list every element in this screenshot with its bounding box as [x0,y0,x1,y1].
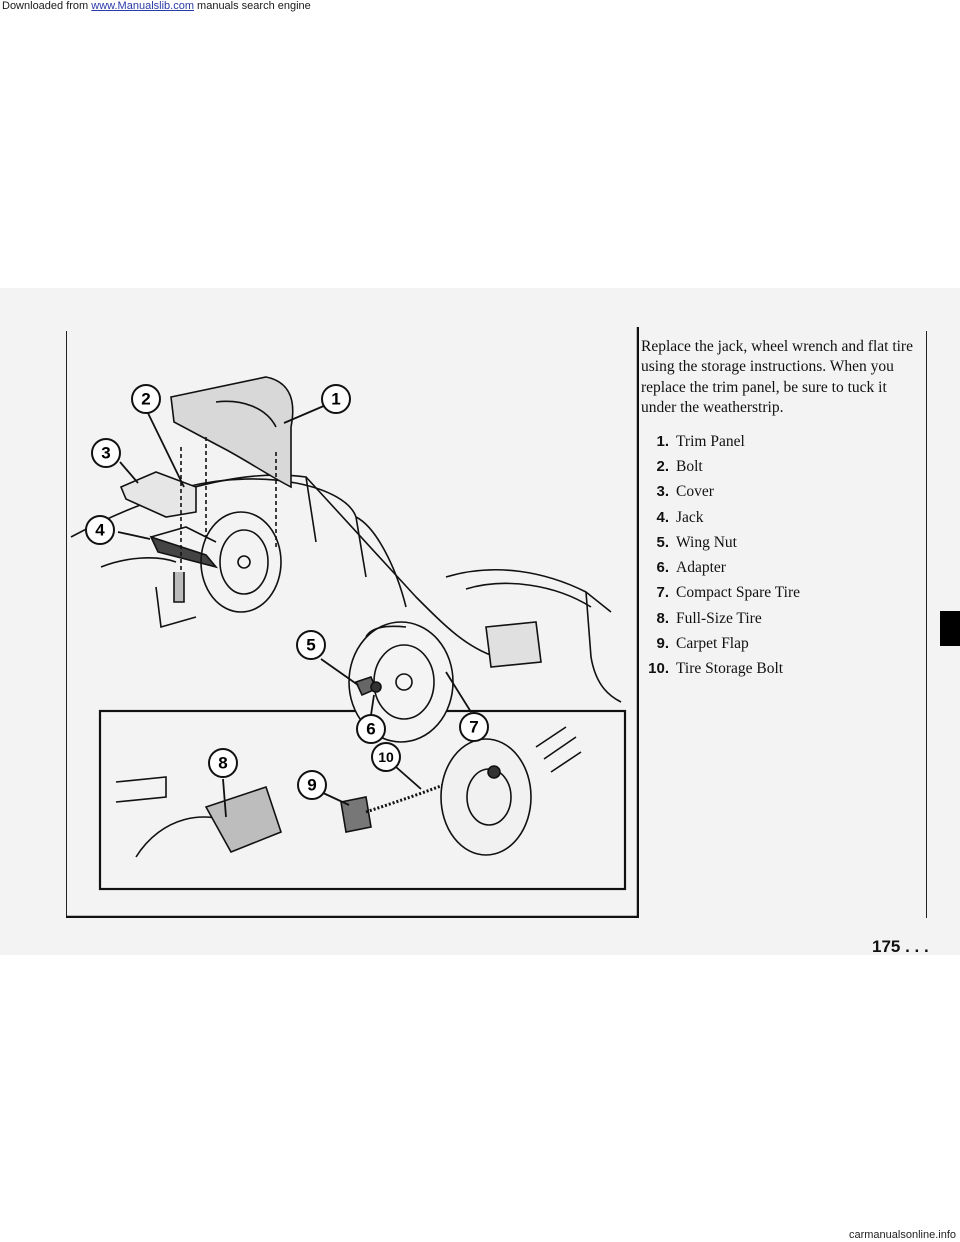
legend-label: Cover [676,483,714,501]
storage-instructions: Replace the jack, wheel wrench and flat tire using the storage instructions. When you replace the trim panel, be sure to tuck it under the weatherstrip. [641,338,913,417]
legend-number: 4. [656,508,669,526]
banner-prefix: Downloaded from [2,0,92,12]
watermark-footer [0,1229,960,1242]
legend-label: Compact Spare Tire [676,584,800,602]
legend-label: Adapter [676,559,726,577]
legend-item [641,606,923,631]
manualslib-link[interactable]: www.Manualslib.com [91,0,194,12]
callout-6: 6 [366,719,376,739]
legend-number: 2. [656,457,669,475]
callout-2: 2 [141,389,151,409]
legend-item [641,429,923,454]
callout-7: 7 [469,717,479,737]
download-banner [0,0,960,12]
callout-8: 8 [218,753,228,773]
callout-10: 10 [378,749,394,765]
section-thumb-tab [940,611,960,646]
legend-item [641,656,923,681]
legend-item [641,454,923,479]
legend-number: 1. [656,432,669,450]
legend-number: 7. [656,584,669,602]
watermark-text: carmanualsonline.info [848,1229,956,1241]
callout-5: 5 [306,635,316,655]
page-number: 175 . . . [872,937,929,956]
illustration-drawing [66,327,639,918]
legend-number: 6. [656,559,669,577]
instructions-column [641,337,923,682]
legend-label: Trim Panel [676,432,745,450]
parts-legend [641,429,923,682]
legend-label: Jack [676,508,704,526]
legend-number: 5. [656,533,669,551]
legend-number: 8. [656,609,669,627]
legend-item [641,580,923,605]
right-rule [926,331,927,918]
legend-item [641,530,923,555]
callout-3: 3 [101,443,111,463]
banner-suffix: manuals search engine [193,0,311,12]
callout-1: 1 [331,389,341,409]
legend-number: 3. [656,483,669,501]
legend-label: Wing Nut [676,533,737,551]
legend-number: 9. [656,635,669,652]
legend-item [641,479,923,504]
legend-label: Bolt [676,457,703,475]
legend-item [641,505,923,530]
legend-item [641,631,923,656]
legend-label: Carpet Flap [676,635,749,652]
legend-label: Tire Storage Bolt [676,660,784,678]
callout-9: 9 [307,775,317,795]
callout-4: 4 [95,520,105,540]
legend-item [641,555,923,580]
legend-number: 10. [648,660,669,678]
legend-label: Full-Size Tire [676,609,762,627]
tire-storage-illustration [66,327,639,918]
